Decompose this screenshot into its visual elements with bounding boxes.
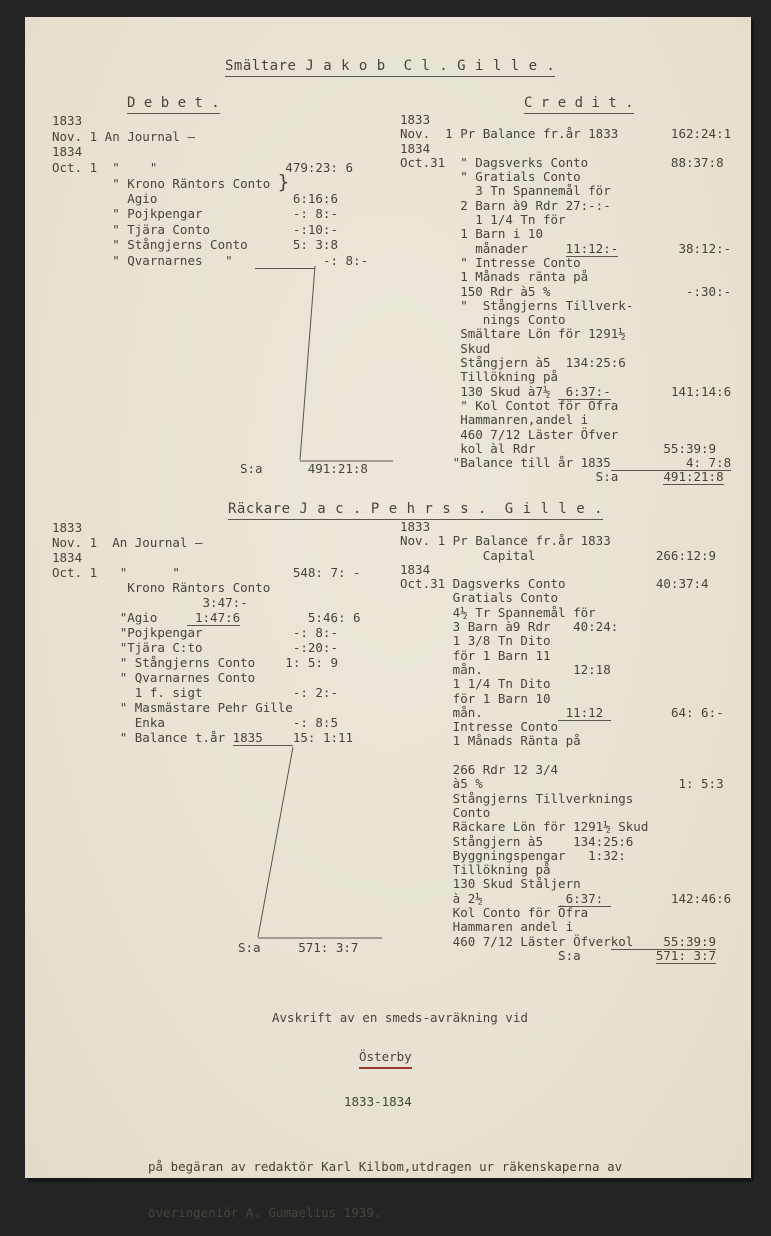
document-line: Stångjern à5 134:25:6 [400, 355, 626, 371]
document-line: 1 f. sigt -: 2:- [52, 685, 338, 700]
section1-title: Smältare J a k o b C l . G i l l e . [225, 58, 555, 77]
document-line: Hammaren andel i [400, 919, 574, 935]
document-line: Conto [400, 804, 491, 820]
document-line: 1834 [52, 144, 83, 159]
document-line: 1 Månads Ränta på [400, 733, 581, 749]
footer-note-line1: på begäran av redaktör Karl Kilbom,utdragen ur räkenskaperna av [148, 1159, 623, 1174]
document-line: Kol Conto för Öfra [400, 905, 589, 921]
document-line: Byggningspengar 1:32: [400, 847, 626, 863]
section1-credit-header: C r e d i t . [524, 95, 634, 114]
document-line: Nov. 1 An Journal – [52, 535, 203, 550]
document-line: månader 11:12:- 38:12:- [400, 240, 732, 256]
document-line: " Qvarnarnes " -: 8:- [52, 252, 369, 268]
section2-credit-column [400, 520, 731, 963]
document-line: 1833 [52, 520, 83, 535]
document-line: 1834 [400, 561, 431, 577]
document-line: 1833 [400, 519, 431, 534]
document-line: Oct.31 " Dagsverks Conto 88:37:8 [400, 154, 724, 170]
document-line: Stångjern à5 134:25:6 [400, 833, 634, 849]
document-line: 1834 [400, 140, 431, 156]
document-line: "Agio 1:47:6 5:46: 6 [52, 610, 361, 625]
document-line: "Tjära C:to -:20:- [52, 640, 338, 655]
document-line: " Stångjerns Conto 1: 5: 9 [52, 655, 338, 670]
document-line: 1 Barn i 10 [400, 226, 543, 242]
document-line: mån. 11:12 64: 6:- [400, 704, 724, 720]
document-line [400, 749, 731, 763]
section1-debet-header: D e b e t . [127, 95, 220, 114]
document-line: 2 Barn à9 Rdr 27:-:- [400, 197, 611, 213]
document-line: Oct. 1 " " 479:23: 6 [52, 159, 354, 175]
document-line: " Qvarnarnes Conto [52, 670, 256, 685]
document-line: Hammanren,andel i [400, 412, 589, 428]
footer-note [148, 1129, 622, 1236]
document-line: Krono Räntors Conto [52, 580, 271, 595]
section2-debet-column [52, 520, 361, 745]
document-line: " Krono Räntors Conto } [52, 171, 290, 193]
document-line: Intresse Conto [400, 719, 559, 735]
document-line: Smältare Lön för 1291½ [400, 326, 626, 342]
document-line: 460 7/12 Läster Öfverkol 55:39:9 [400, 933, 717, 949]
document-line: Agio 6:16:6 [52, 190, 338, 206]
document-line: S:a 491:21:8 [400, 469, 724, 485]
document-line: Räckare Lön för 1291½ Skud [400, 819, 649, 835]
document-line: Nov. 1 Pr Balance fr.år 1833 162:24:1 [400, 126, 732, 142]
document-line: 1833 [52, 113, 83, 128]
document-line: för 1 Barn 10 [400, 690, 551, 706]
document-line: 1 1/4 Tn för [400, 212, 566, 228]
document-line: 3 Barn à9 Rdr 40:24: [400, 619, 619, 635]
document-line: 1833 [400, 112, 431, 127]
document-line: à5 % 1: 5:3 [400, 776, 724, 792]
document-line: 130 Skud Ståljern [400, 876, 581, 892]
document-line: kol àl Rdr 55:39:9 [400, 440, 717, 456]
document-line: för 1 Barn 11 [400, 647, 551, 663]
document-line: Tillökning på [400, 369, 559, 385]
document-line: 130 Skud à7½ 6:37:- 141:14:6 [400, 383, 732, 399]
document-line: " Gratials Conto [400, 169, 581, 185]
document-line: 3 Tn Spannemål för [400, 183, 611, 199]
document-line: Oct.31 Dagsverks Conto 40:37:4 [400, 576, 709, 592]
document-line: S:a 571: 3:7 [238, 940, 359, 955]
document-line: " Tjära Conto -:10:- [52, 221, 338, 237]
document-line: à 2½ 6:37: 142:46:6 [400, 890, 732, 906]
document-line: nings Conto [400, 312, 566, 328]
document-line: 1834 [52, 550, 83, 565]
footer-place [359, 1049, 412, 1064]
document-line: " Stångjerns Conto 5: 3:8 [52, 237, 338, 252]
document-line: 1 3/8 Tn Dito [400, 633, 551, 649]
document-line: "Pojkpengar -: 8:- [52, 625, 338, 640]
document-line: 266 Rdr 12 3/4 [400, 762, 559, 778]
document-line: Nov. 1 An Journal – [52, 128, 195, 144]
document-line: " Stångjerns Tillverk- [400, 297, 634, 313]
document-line: Stångjerns Tillverknings [400, 790, 634, 806]
document-line: Tillökning på [400, 862, 551, 878]
document-line: " Pojkpengar -: 8:- [52, 206, 338, 221]
document-line: 460 7/12 Läster Öfver [400, 426, 619, 442]
document-line: Skud [400, 340, 491, 356]
document-line: " Balance t.år 1835 15: 1:11 [52, 730, 354, 745]
document-line: 1 1/4 Tn Dito [400, 676, 551, 692]
document-line: 150 Rdr à5 % -:30:- [400, 283, 732, 299]
section1-debet-column [52, 113, 368, 268]
document-line: Capital 266:12:9 [400, 547, 717, 563]
footer-note-line2: överingeniör A. Gumaelius 1939. [148, 1205, 382, 1220]
document-line: " Intresse Conto [400, 254, 581, 270]
document-line: " Masmästare Pehr Gille [52, 700, 293, 715]
document-line: 3:47:- [52, 595, 248, 610]
document-line: 1 Månads ränta på [400, 269, 589, 285]
document-line: 4½ Tr Spannemål för [400, 604, 596, 620]
document-line: " Kol Contot för Öfra [400, 397, 619, 413]
document-line: Oct. 1 " " 548: 7: - [52, 565, 361, 580]
document-line: mån. 12:18 [400, 661, 611, 677]
section2-title: Räckare J a c . P e h r s s . G i l l e . [228, 501, 603, 520]
document-line: S:a 571: 3:7 [400, 947, 717, 963]
document-line: Nov. 1 Pr Balance fr.år 1833 [400, 533, 611, 549]
footer-caption: Avskrift av en smeds-avräkning vid [272, 1010, 528, 1025]
document-line: Enka -: 8:5 [52, 715, 338, 730]
section1-debet-total [240, 462, 368, 476]
document-line: Gratials Conto [400, 590, 559, 606]
footer-years: 1833-1834 [344, 1094, 412, 1109]
document-line: "Balance till år 1835 4: 7:8 [400, 455, 732, 471]
section1-credit-column [400, 113, 731, 485]
document-line: S:a 491:21:8 [240, 461, 368, 476]
section2-debet-total [238, 941, 358, 955]
footer-place-text: Österby [359, 1049, 412, 1069]
